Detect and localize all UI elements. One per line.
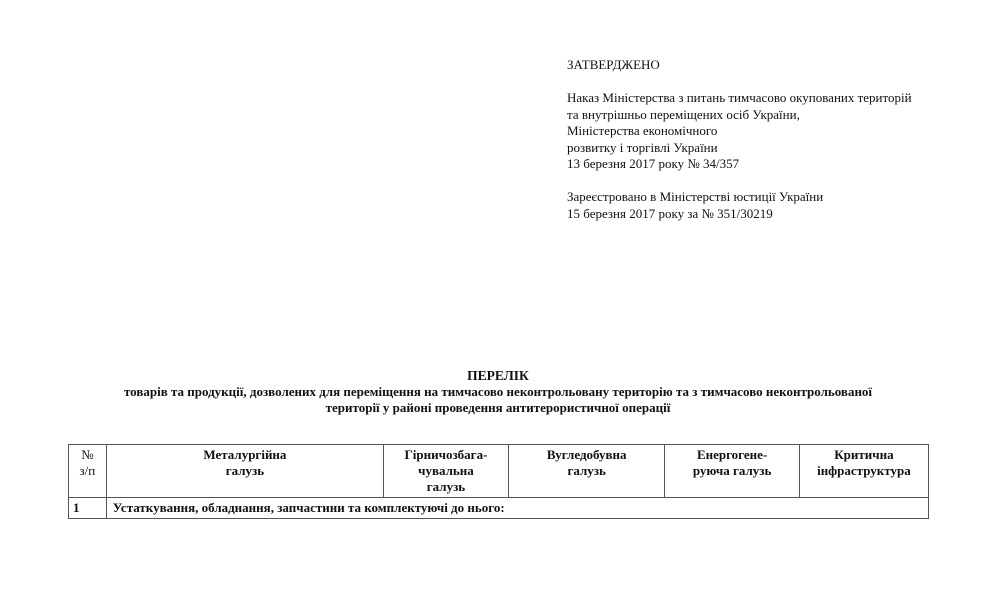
column-header-number: № з/п (69, 445, 107, 498)
order-date-number: 13 березня 2017 року № 34/357 (567, 156, 740, 171)
row-number: 1 (69, 498, 107, 519)
document-heading (60, 368, 936, 416)
order-line: Наказ Міністерства з питань тимчасово окупованих територій (567, 90, 912, 105)
row-category-text: Устаткування, обладнання, запчастини та комплектуючі до нього: (106, 498, 928, 519)
order-line: та внутрішньо переміщених осіб України, (567, 106, 800, 122)
table-row (69, 498, 929, 519)
goods-table (68, 444, 929, 519)
table-body (69, 498, 929, 519)
column-header-mining: Гірничозбага- чувальна галузь (384, 445, 509, 498)
column-header-critical-infrastructure: Критична інфраструктура (799, 445, 928, 498)
document-subtitle-line: території у районі проведення антитерористичної операції (325, 400, 671, 415)
spacer (567, 74, 977, 91)
approved-stamp: ЗАТВЕРДЖЕНО (567, 57, 660, 72)
approval-block (567, 57, 977, 222)
column-header-energy: Енергогене- руюча галузь (665, 445, 799, 498)
document-subtitle-line: товарів та продукції, дозволених для переміщення на тимчасово неконтрольовану територію та з тимчасово неконтрольованої (123, 384, 873, 399)
column-header-metallurgy: Металургійна галузь (106, 445, 383, 498)
column-header-coal: Вугледобувна галузь (508, 445, 664, 498)
registration-line: Зареєстровано в Міністерстві юстиції України (567, 189, 824, 204)
table-header (69, 445, 929, 498)
table-header-row (69, 445, 929, 498)
order-line: розвитку і торгівлі України (567, 139, 718, 155)
order-line: Міністерства економічного (567, 123, 718, 138)
spacer (567, 173, 977, 190)
document-title: ПЕРЕЛІК (467, 368, 529, 383)
registration-date-number: 15 березня 2017 року за № 351/30219 (567, 205, 773, 221)
